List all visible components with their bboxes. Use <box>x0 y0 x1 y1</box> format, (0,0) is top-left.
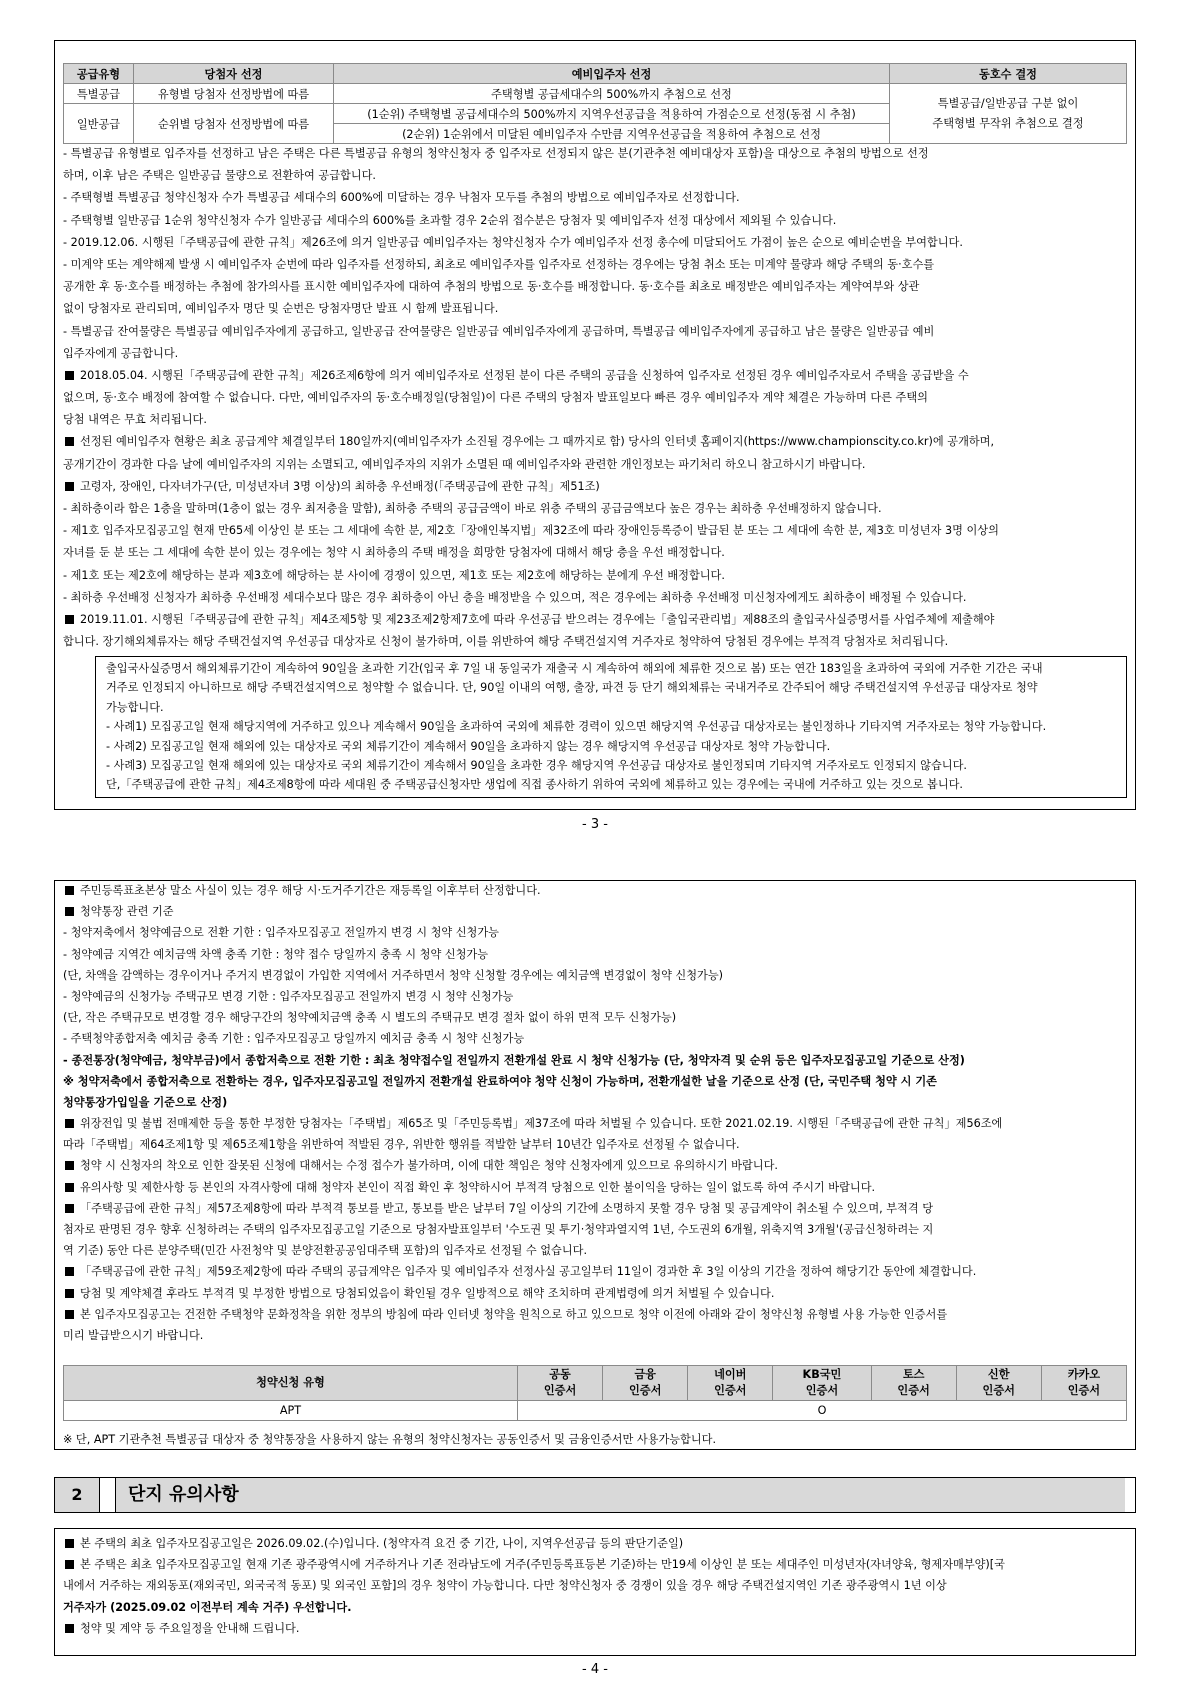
table-header: 공급유형 <box>64 64 134 84</box>
text-line: - 특별공급 잔여물량은 특별공급 예비입주자에게 공급하고, 일반공급 잔여물량은 일반공급 예비입주자에게 공급하며, 특별공급 예비입주자에게 공급하고 남은 물량은 일반공급 예비 <box>63 324 935 338</box>
bullet-line <box>63 476 1127 498</box>
section-header <box>54 1477 1136 1513</box>
bullet-line <box>63 1261 1127 1282</box>
section-number: 2 <box>55 1478 100 1512</box>
box-line: 거주로 인정되지 아니하므로 해당 주택건설지역으로 청약할 수 없습니다. 단, 90일 이내의 여행, 출장, 파견 등 단기 해외체류는 국내거주로 간주되어 해당 주택건설지역 우선공급 대상자로 청약 <box>106 681 1038 695</box>
bullet-line <box>63 1304 1127 1325</box>
header-text: 네이버 인증서 <box>714 1368 747 1397</box>
reserve-selection-table <box>63 63 1127 144</box>
table-header <box>956 1366 1041 1401</box>
text-line: 입주자에게 공급합니다. <box>63 346 179 360</box>
square-bullet-icon <box>65 1204 74 1213</box>
bullet-line <box>63 1113 1127 1134</box>
text-line: - 제1호 입주자모집공고일 현재 만65세 이상인 분 또는 그 세대에 속한 분, 제2호「장애인복지법」제32조에 따라 장애인등록증이 발급된 분 또는 그 세대에 속한 분, 제3호 미성년자 3명 이상의 <box>63 524 999 538</box>
text-line: 첨자로 판명된 경우 향후 신청하려는 주택의 입주자모집공고일 기준으로 당첨자발표일부터 '수도권 및 투기·청약과열지역 1년, 수도권외 6개월, 위축지역 3개월'(공급신청하려는 지 <box>63 1223 934 1236</box>
bullet-text: 당첨 및 계약체결 후라도 부적격 및 부정한 방법으로 당첨되었음이 확인될 경우 일방적으로 해약 조치하며 관계법령에 의거 처벌될 수 있습니다. <box>80 1286 775 1300</box>
text-line: 미리 발급받으시기 바랍니다. <box>63 1328 204 1342</box>
box-line: - 사례2) 모집공고일 현재 해외에 있는 대상자로 국외 체류기간이 계속해서 90일을 초과하지 않는 경우 해당지역 우선공급 대상자로 청약 가능합니다. <box>106 739 831 753</box>
text-line: - 특별공급 유형별로 입주자를 선정하고 남은 주택은 다른 특별공급 유형의 청약신청자 중 입주자로 선정되지 않은 분(기관추천 예비대상자 포함)을 대상으로 추첨의 방법으로 선정 <box>63 147 929 160</box>
text-line: ※ 청약저축에서 종합저축으로 전환하는 경우, 입주자모집공고일 전일까지 전환개설 완료하여야 청약 신청이 가능하며, 전환개설한 날을 기준으로 산정 (단, 국민주택 청약 시 기존 <box>63 1074 937 1088</box>
square-bullet-icon <box>65 907 74 916</box>
table-header: 당첨자 선정 <box>134 64 334 84</box>
page-number: - 4 - <box>582 1662 608 1677</box>
box-line: 출입국사실증명서 해외체류기간이 계속하여 90일을 초과한 기간(입국 후 7일 내 동일국가 재출국 시 계속하여 해외에 체류한 것으로 봄) 또는 연간 183일을 초과하여 국외에 거주한 기간은 국내 <box>106 662 1043 675</box>
text-line: 없이 당첨자로 관리되며, 예비입주자 명단 및 순번은 당첨자명단 발표 시 함께 발표됩니다. <box>63 302 499 316</box>
bullet-line <box>63 1554 1127 1575</box>
bullet-text: 본 주택은 최초 입주자모집공고일 현재 기존 광주광역시에 거주하거나 기존 전라남도에 거주(주민등록표등본 기준)하는 만19세 이상인 분 또는 세대주인 미성년자(자녀양육, 형제자매부양)[국 <box>80 1558 1005 1572</box>
header-text: 카카오 인증서 <box>1067 1368 1101 1397</box>
table-header: 동호수 결정 <box>890 64 1127 84</box>
table-cell <box>890 84 1127 144</box>
text-line: 공개한 후 동·호수를 배정하는 추첨에 참가의사를 표시한 예비입주자에 대하여 추첨의 방법으로 동·호수를 배정합니다. 동·호수를 최초로 배정받은 예비입주자는 계약여부와 상관 <box>63 280 920 294</box>
bullet-text: 유의사항 및 제한사항 등 본인의 자격사항에 대해 청약자 본인이 직접 확인 후 청약하시어 부적격 당첨으로 인한 불이익을 당하는 일이 없도록 하여 주시기 바랍니다. <box>80 1180 876 1194</box>
text-line: - 주택청약종합저축 예치금 충족 기한 : 입주자모집공고 당일까지 예치금 충족 시 청약 신청가능 <box>63 1032 525 1046</box>
box-line: 단,「주택공급에 관한 규칙」제4조제8항에 따라 세대원 중 주택공급신청자만 생업에 직접 종사하기 위하여 국외에 체류하고 있는 경우에는 국내에 거주하고 있는 것으로 봅니다. <box>106 778 963 792</box>
header-text: 공동 인증서 <box>543 1368 577 1397</box>
header-text: 금융 인증서 <box>628 1368 662 1397</box>
note-line: ※ 단, APT 기관추천 특별공급 대상자 중 청약통장을 사용하지 않는 유형의 청약신청자는 공동인증서 및 금융인증서만 사용가능합니다. <box>63 1433 717 1446</box>
square-bullet-icon <box>65 371 74 380</box>
text-line: - 2019.12.06. 시행된「주택공급에 관한 규칙」제26조에 의거 일반공급 예비입주자는 청약신청자 수가 예비입주자 선정 총수에 미달되어도 가점이 높은 순으로 예비순번을 부여합니다. <box>63 235 963 249</box>
bullet-text: 고령자, 장애인, 다자녀가구(단, 미성년자녀 3명 이상)의 최하층 우선배정(「주택공급에 관한 규칙」제51조) <box>80 479 600 493</box>
text-line: - 청약저축에서 청약예금으로 전환 기한 : 입주자모집공고 전일까지 변경 시 청약 신청가능 <box>63 926 499 940</box>
table-cell-line: 주택형별 무작위 추첨으로 결정 <box>932 116 1084 130</box>
bullet-text: 주민등록표초본상 말소 사실이 있는 경우 해당 시·도거주기간은 재등록일 이후부터 산정합니다. <box>80 884 541 897</box>
bullet-text: 청약 시 신청자의 착오로 인한 잘못된 신청에 대해서는 수정 접수가 불가하며, 이에 대한 책임은 청약 신청자에게 있으므로 유의하시기 바랍니다. <box>80 1159 778 1173</box>
table-header: 청약신청 유형 <box>64 1366 518 1401</box>
table-header <box>688 1366 773 1401</box>
text-line: - 종전통장(청약예금, 청약부금)에서 종합저축으로 전환 기한 : 최초 청약접수일 전일까지 전환개설 완료 시 청약 신청가능 (단, 청약자격 및 순위 등은 입주자모집공고일 기준으로 산정) <box>63 1053 965 1067</box>
square-bullet-icon <box>65 1289 74 1298</box>
table-cell: 일반공급 <box>64 104 134 144</box>
box-line: - 사례3) 모집공고일 현재 해외에 있는 대상자로 국외 체류기간이 계속해서 90일을 초과한 경우 해당지역 우선공급 대상자로 불인정되며 기타지역 거주자로도 인정되지 않습니다. <box>106 758 967 772</box>
text-line: 역 기준) 동안 다른 분양주택(민간 사전청약 및 분양전환공공임대주택 포함)의 입주자로 선정될 수 없습니다. <box>63 1244 588 1258</box>
text-line: 공개기간이 경과한 다음 날에 예비입주자의 지위는 소멸되고, 예비입주자의 지위가 소멸된 때 예비입주자와 관련한 개인정보는 파기처리 하오니 참고하시기 바랍니다. <box>63 457 866 471</box>
bullet-line <box>63 1198 1127 1219</box>
header-text: 신한 인증서 <box>982 1368 1015 1397</box>
text-line: 따라「주택법」제64조제1항 및 제65조제1항을 위반하여 적발된 경우, 위반한 행위를 적발한 날부터 10년간 입주자로 선정될 수 없습니다. <box>63 1138 740 1152</box>
square-bullet-icon <box>65 1183 74 1192</box>
bullet-text: 본 주택의 최초 입주자모집공고일은 2026.09.02.(수)입니다. (청약자격 요건 중 기간, 나이, 지역우선공급 등의 판단기준일) <box>80 1537 684 1550</box>
section-title: 단지 유의사항 <box>115 1478 1125 1512</box>
bullet-line <box>63 880 1127 901</box>
square-bullet-icon <box>65 1310 74 1319</box>
page-number: - 3 - <box>582 817 608 832</box>
box-line: 가능합니다. <box>106 700 164 714</box>
table-header <box>773 1366 871 1401</box>
text-line: 자녀를 둔 분 또는 그 세대에 속한 분이 있는 경우에는 청약 시 최하층의 주택 배정을 희망한 당첨자에 대해서 해당 층을 우선 배정합니다. <box>63 546 725 560</box>
bullet-line <box>63 1177 1127 1198</box>
bullet-text: 위장전입 및 불법 전매제한 등을 통한 부정한 당첨자는「주택법」제65조 및「주민등록법」제37조에 따라 처벌될 수 있습니다. 또한 2021.02.19. 시행된「주택공급에 관한 규칙」제56조에 <box>80 1117 1003 1131</box>
bullet-text: 청약통장 관련 기준 <box>80 905 174 919</box>
overseas-stay-note-box <box>95 656 1127 798</box>
text-line: 내에서 거주하는 재외동포(재외국민, 외국국적 동포) 및 외국인 포함]의 경우 청약이 가능합니다. 다만 청약신청자 중 경쟁이 있을 경우 해당 주택건설지역인 기존 광주광역시 1년 이상 <box>63 1579 947 1593</box>
table-cell-line: 특별공급/일반공급 구분 없이 <box>937 96 1079 110</box>
table-cell: 주택형별 공급세대수의 500%까지 추첨으로 선정 <box>334 84 890 104</box>
square-bullet-icon <box>65 615 74 624</box>
square-bullet-icon <box>65 1624 74 1633</box>
table-cell: 특별공급 <box>64 84 134 104</box>
table-cell: 순위별 당첨자 선정방법에 따름 <box>134 104 334 144</box>
text-line: (단, 차액을 감액하는 경우이거나 주거지 변경없이 가입한 지역에서 거주하면서 청약 신청할 경우에는 예치금액 변경없이 청약 신청가능) <box>63 968 724 982</box>
page3-body <box>63 143 1127 653</box>
header-text: KB국민 인증서 <box>802 1368 842 1397</box>
bullet-line <box>63 431 1127 453</box>
bullet-text: 「주택공급에 관한 규칙」제57조제8항에 따라 부적격 통보를 받고, 통보를 받은 날부터 7일 이상의 기간에 소명하지 못할 경우 당첨 및 공급계약이 취소될 수 있으며, 부적격 당 <box>80 1201 934 1215</box>
text-line: - 청약예금 지역간 예치금액 차액 충족 기한 : 청약 접수 당일까지 충족 시 청약 신청가능 <box>63 947 489 961</box>
square-bullet-icon <box>65 1119 74 1128</box>
text-line: 합니다. 장기해외체류자는 해당 주택건설지역 우선공급 대상자로 신청이 불가하며, 이를 위반하여 해당 주택건설지역 거주자로 청약하여 당첨된 경우에는 부적격 당첨자로 처리됩니다. <box>63 635 949 649</box>
table-cell: 유형별 당첨자 선정방법에 따름 <box>134 84 334 104</box>
header-text: 토스 인증서 <box>897 1368 930 1397</box>
certificate-table <box>63 1365 1127 1421</box>
table-header <box>518 1366 603 1401</box>
text-line: 거주자가 (2025.09.02 이전부터 계속 거주) 우선합니다. <box>63 1600 352 1614</box>
bullet-text: 「주택공급에 관한 규칙」제59조제2항에 따라 주택의 공급계약은 입주자 및 예비입주자 선정사실 공고일부터 11일이 경과한 후 3일 이상의 기간을 정하여 해당기간 동안에 체결합니다. <box>80 1265 977 1279</box>
text-line: 당첨 내역은 무효 처리됩니다. <box>63 413 207 427</box>
section-body <box>63 1533 1127 1639</box>
bullet-text: 선정된 예비입주자 현황은 최초 공급계약 체결일부터 180일까지(예비입주자가 소진될 경우에는 그 때까지로 함) 당사의 인터넷 홈페이지(https://www.championscity.co.kr)에 공개하며, <box>80 435 995 449</box>
square-bullet-icon <box>65 886 74 895</box>
table-header: 예비입주자 선정 <box>334 64 890 84</box>
text-line: - 주택형별 특별공급 청약신청자 수가 특별공급 세대수의 600%에 미달하는 경우 낙첨자 모두를 추첨의 방법으로 예비입주자로 선정합니다. <box>63 191 740 205</box>
bullet-line <box>63 1155 1127 1176</box>
section-body-frame <box>54 1528 1136 1656</box>
square-bullet-icon <box>65 1161 74 1170</box>
page4-frame <box>54 880 1136 1450</box>
box-line: - 사례1) 모집공고일 현재 해당지역에 거주하고 있으나 계속해서 90일을 초과하여 국외에 체류한 경력이 있으면 해당지역 우선공급 대상자로는 불인정하나 기타지역 거주자로는 청약 가능합니다. <box>106 720 1047 734</box>
bullet-line <box>63 1283 1127 1304</box>
bullet-text: 청약 및 계약 등 주요일정을 안내해 드립니다. <box>80 1621 300 1635</box>
text-line: - 최하층이라 함은 1층을 말하며(1층이 없는 경우 최저층을 말함), 최하층 주택의 공급금액이 바로 위층 주택의 공급금액보다 높은 경우는 최하층 우선배정하지 않습니다. <box>63 502 882 515</box>
text-line: (단, 작은 주택규모로 변경할 경우 해당구간의 청약예치금액 충족 시 별도의 주택규모 변경 절차 없이 하위 면적 모두 신청가능) <box>63 1011 677 1025</box>
note-line-wrap <box>63 1429 1127 1450</box>
bullet-line <box>63 901 1127 922</box>
table-cell: O <box>518 1401 1127 1421</box>
text-line: 하며, 이후 남은 주택은 일반공급 물량으로 전환하여 공급합니다. <box>63 169 376 183</box>
table-cell: (1순위) 주택형별 공급세대수의 500%까지 지역우선공급을 적용하여 가점순으로 선정(동점 시 추첨) <box>334 104 890 124</box>
table-header <box>1041 1366 1126 1401</box>
table-cell: APT <box>64 1401 518 1421</box>
bullet-text: 2019.11.01. 시행된「주택공급에 관한 규칙」제4조제5항 및 제23조제2항제7호에 따라 우선공급 받으려는 경우에는「출입국관리법」제88조의 출입국사실증명서를 사업주체에 제출해야 <box>80 612 995 626</box>
bullet-text: 본 입주자모집공고는 건전한 주택청약 문화정착을 위한 정부의 방침에 따라 인터넷 청약을 원칙으로 하고 있으므로 청약 이전에 아래와 같이 청약신청 유형별 사용 가능한 인증서를 <box>80 1307 948 1321</box>
table-cell: (2순위) 1순위에서 미달된 예비입주자 수만큼 지역우선공급을 적용하여 추첨으로 선정 <box>334 124 890 144</box>
bullet-text: 2018.05.04. 시행된「주택공급에 관한 규칙」제26조제6항에 의거 예비입주자로 선정된 분이 다른 주택의 공급을 신청하여 입주자로 선정된 경우 예비입주자로서 주택을 공급받을 수 <box>80 368 969 382</box>
table-header <box>871 1366 956 1401</box>
bullet-line <box>63 1618 1127 1639</box>
text-line: - 최하층 우선배정 신청자가 최하층 우선배정 세대수보다 많은 경우 최하층이 아닌 층을 배정받을 수 있으며, 적은 경우에는 최하층 우선배정 미신청자에게도 최하층이 배정될 수 있습니다. <box>63 590 967 604</box>
text-line: - 제1호 또는 제2호에 해당하는 분과 제3호에 해당하는 분 사이에 경쟁이 있으면, 제1호 또는 제2호에 해당하는 분에게 우선 배정합니다. <box>63 568 725 582</box>
page4-body <box>63 880 1127 1346</box>
text-line: 청약통장가입일을 기준으로 산정) <box>63 1095 228 1109</box>
text-line: 없으며, 동·호수 배정에 참여할 수 없습니다. 다만, 예비입주자의 동·호수배정일(당첨일)이 다른 주택의 당첨자 발표일보다 빠른 경우 예비입주자 계약 체결은 가능하며 다른 주택의 <box>63 391 928 405</box>
table-header <box>603 1366 688 1401</box>
text-line: - 청약예금의 신청가능 주택규모 변경 기한 : 입주자모집공고 전일까지 변경 시 청약 신청가능 <box>63 989 514 1003</box>
bullet-line <box>63 1533 1127 1554</box>
square-bullet-icon <box>65 482 74 491</box>
bullet-line <box>63 365 1127 387</box>
square-bullet-icon <box>65 1539 74 1548</box>
text-line: - 미계약 또는 계약해제 발생 시 예비입주자 순번에 따라 입주자를 선정하되, 최초로 예비입주자를 입주자로 선정하는 경우에는 당첨 취소 또는 미계약 물량과 해당 주택의 동·호수를 <box>63 257 935 271</box>
page3-frame <box>54 40 1136 810</box>
square-bullet-icon <box>65 1560 74 1569</box>
square-bullet-icon <box>65 1267 74 1276</box>
bullet-line <box>63 609 1127 631</box>
square-bullet-icon <box>65 437 74 446</box>
text-line: - 주택형별 일반공급 1순위 청약신청자 수가 일반공급 세대수의 600%를 초과할 경우 2순위 접수분은 당첨자 및 예비입주자 선정 대상에서 제외될 수 있습니다. <box>63 213 837 227</box>
